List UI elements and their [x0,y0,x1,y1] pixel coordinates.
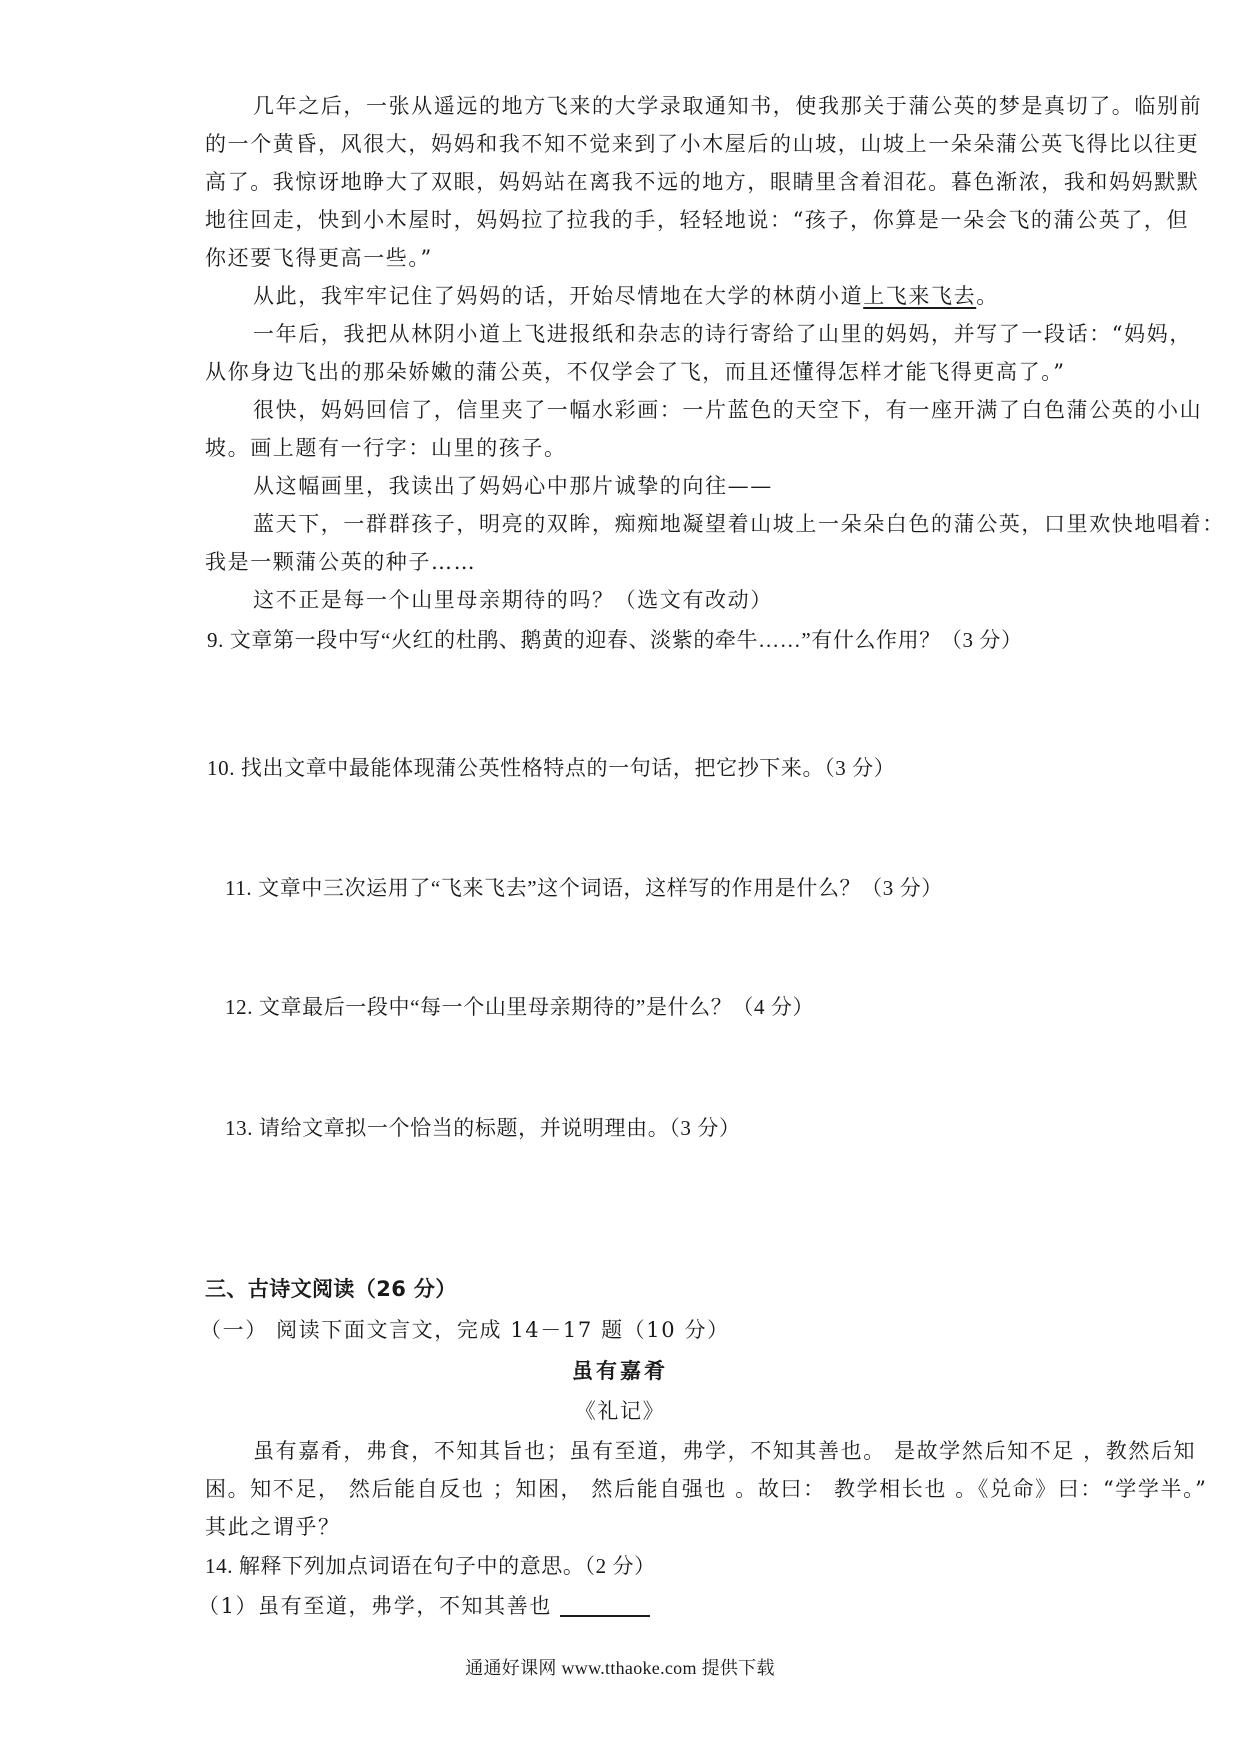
passage-text: 一年后，我把从林阴小道上飞进报纸和杂志的诗行寄给了山里的妈妈，并写了一段话：“妈妈， [253,322,1192,346]
passage-text: 几年之后，一张从遥远的地方飞来的大学录取通知书，使我那关于蒲公英的梦是真切了。临别前 [253,94,1203,118]
question-11: 11. 文章中三次运用了“飞来飞去”这个词语，这样写的作用是什么？（3 分） [225,876,943,900]
classical-text: 虽有嘉肴，弗食，不知其旨也；虽有至道，弗学，不知其善也。 是故学然后知不足 ，教然后知 [253,1439,1197,1463]
question-12: 12. 文章最后一段中“每一个山里母亲期待的”是什么？（4 分） [225,995,815,1019]
section-instruction: （一） 阅读下面文言文，完成 14－17 题（10 分） [200,1318,730,1342]
classical-text: 其此之谓乎？ [205,1515,341,1539]
passage-text: 很快，妈妈回信了，信里夹了一幅水彩画：一片蓝色的天空下，有一座开满了白色蒲公英的小山 [253,398,1203,422]
passage-text-segment: 。 [976,284,999,308]
classical-text-title: 虽有嘉肴 [572,1358,668,1383]
passage-text: 你还要飞得更高一些。” [205,246,433,270]
question-10: 10. 找出文章中最能体现蒲公英性格特点的一句话，把它抄下来。（3 分） [207,756,896,780]
passage-text: 蓝天下，一群群孩子，明亮的双眸，痴痴地凝望着山坡上一朵朵白色的蒲公英，口里欢快地唱着： [253,512,1225,536]
question-14-item-1 [198,1587,1118,1625]
passage-text: 高了。我惊讶地睁大了双眼，妈妈站在离我不远的地方，眼睛里含着泪花。暮色渐浓，我和妈妈默默 [205,170,1200,194]
classical-text: 困。知不足， 然后能自反也 ；知困， 然后能自强也 。故曰： 教学相长也 。《兑命》曰：“学学半。” [205,1477,1208,1501]
passage-text [253,277,1125,315]
passage-text: 这不正是每一个山里母亲期待的吗？（选文有改动） [253,588,773,612]
passage-text: 坡。画上题有一行字：山里的孩子。 [205,436,567,460]
passage-text: 从你身边飞出的那朵娇嫩的蒲公英，不仅学会了飞，而且还懂得怎样才能飞得更高了。” [205,360,1066,384]
underlined-phrase: 上飞来飞去 [863,284,977,308]
question-9: 9. 文章第一段中写“火红的杜鹃、鹅黄的迎春、淡紫的牵牛……”有什么作用？（3 分） [207,628,1023,652]
section-heading: 三、古诗文阅读（26 分） [205,1277,457,1301]
passage-text: 我是一颗蒲公英的种子…… [205,550,477,574]
passage-text-segment: 从此，我牢牢记住了妈妈的话，开始尽情地在大学的林荫小道 [253,284,864,308]
question-14-item-1-text: （1）虽有至道，弗学，不知其善也 [198,1594,552,1618]
question-13: 13. 请给文章拟一个恰当的标题，并说明理由。（3 分） [225,1116,741,1140]
passage-text: 从这幅画里，我读出了妈妈心中那片诚挚的向往—— [253,474,773,498]
passage-text: 的一个黄昏，风很大，妈妈和我不知不觉来到了小木屋后的山坡，山坡上一朵朵蒲公英飞得比以往更 [205,132,1200,156]
answer-blank[interactable] [560,1591,650,1617]
passage-text: 地往回走，快到小木屋时，妈妈拉了拉我的手，轻轻地说：“孩子，你算是一朵会飞的蒲公英了，但 [205,208,1190,232]
classical-text-source: 《礼记》 [574,1399,666,1423]
page-footer: 通通好课网 www.tthaoke.com 提供下载 [465,1658,775,1678]
question-14: 14. 解释下列加点词语在句子中的意思。（2 分） [205,1554,656,1578]
